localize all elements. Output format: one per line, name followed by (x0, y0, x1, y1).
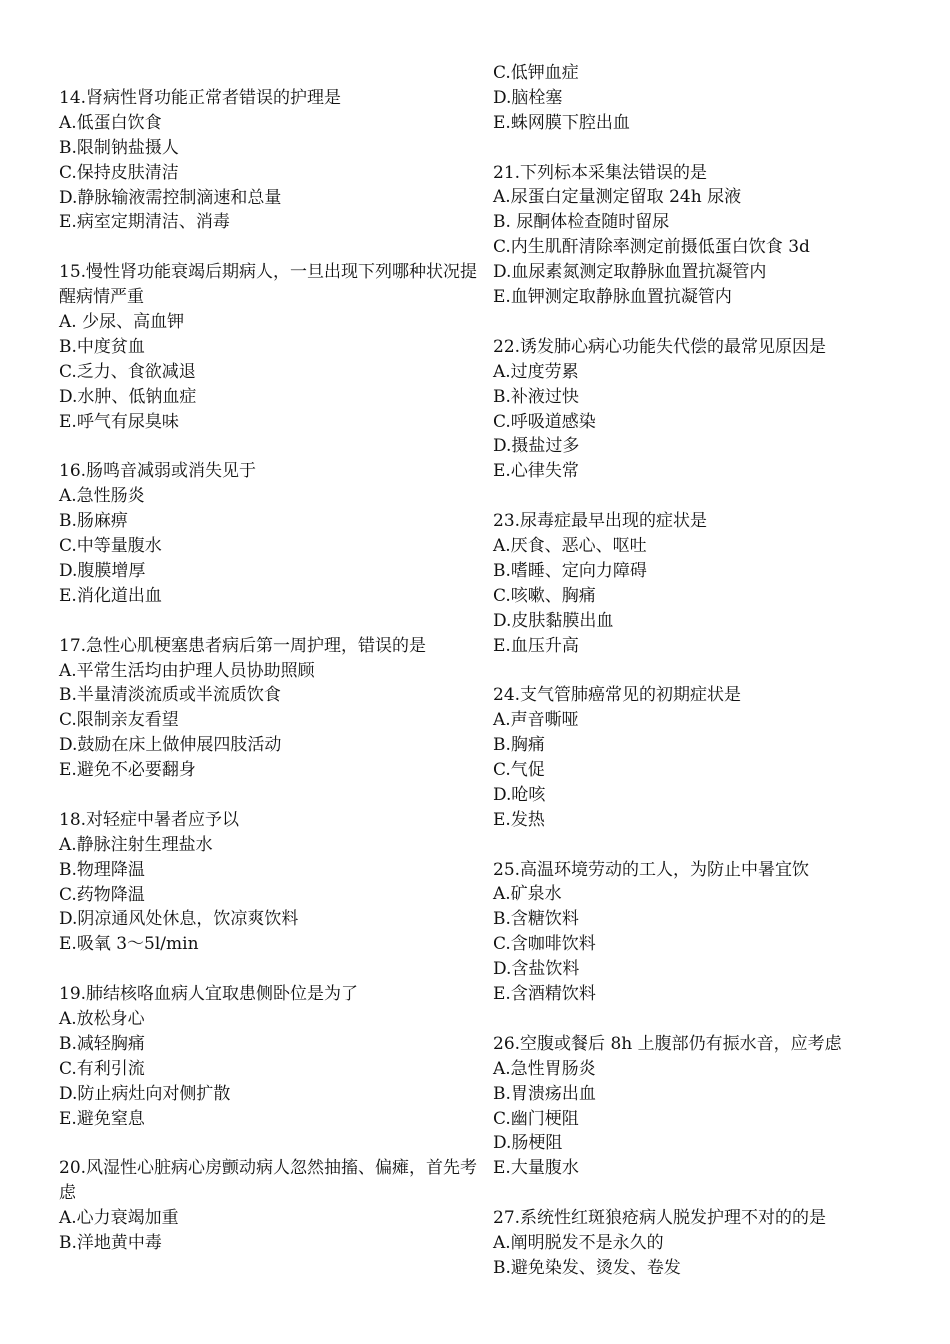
answer-option: C.幽门梗阻 (493, 1108, 579, 1129)
question-stem: 21.下列标本采集法错误的是 (493, 162, 708, 183)
answer-option: C.低钾血症 (493, 63, 579, 83)
answer-option: B.肠麻痹 (59, 511, 128, 532)
answer-option: C.限制亲友看望 (59, 710, 179, 731)
answer-option: D.血尿素氮测定取静脉血置抗凝管内 (493, 262, 767, 283)
question-stem: 22.诱发肺心病心功能失代偿的最常见原因是 (493, 336, 827, 357)
question-stem: 14.肾病性肾功能正常者错误的护理是 (59, 88, 342, 108)
question-stem: 27.系统性红斑狼疮病人脱发护理不对的的是 (493, 1208, 827, 1229)
spacer (59, 783, 479, 808)
spacer (493, 484, 913, 509)
answer-option: A.声音嘶哑 (493, 710, 579, 731)
answer-option: A.尿蛋白定量测定留取 24h 尿液 (493, 187, 742, 208)
spacer (493, 1007, 913, 1032)
answer-option: E.病室定期清洁、消毒 (59, 212, 230, 233)
answer-option: A.急性胃肠炎 (493, 1058, 596, 1079)
answer-option: E.含酒精饮料 (493, 984, 596, 1005)
answer-option: E.吸氧 3～5l/min (59, 934, 199, 955)
answer-option: E.避免窒息 (59, 1108, 145, 1129)
answer-option: E.血压升高 (493, 635, 579, 656)
answer-option: C.含咖啡饮料 (493, 934, 596, 955)
answer-option: D.阴凉通风处休息，饮凉爽饮料 (59, 909, 299, 930)
answer-option: D.腹膜增厚 (59, 560, 146, 581)
spacer (59, 1132, 479, 1157)
answer-option: A.厌食、恶心、呕吐 (493, 535, 647, 556)
answer-option: B.补液过快 (493, 386, 579, 407)
answer-option: B.胸痛 (493, 735, 545, 756)
spacer (493, 136, 913, 161)
answer-option: D.鼓励在床上做伸展四肢活动 (59, 735, 282, 756)
answer-option: C.有利引流 (59, 1058, 145, 1079)
answer-option: B.中度贫血 (59, 336, 145, 357)
answer-option: C.呼吸道感染 (493, 411, 596, 432)
question-stem: 20.风湿性心脏病心房颤动病人忽然抽搐、偏瘫，首先考虑 (59, 1158, 478, 1204)
answer-option: B.减轻胸痛 (59, 1033, 145, 1054)
answer-option: C.保持皮肤清洁 (59, 162, 179, 183)
answer-option: C.内生肌酐清除率测定前摄低蛋白饮食 3d (493, 237, 810, 258)
answer-option: A.低蛋白饮食 (59, 112, 162, 133)
answer-option: B.胃溃疡出血 (493, 1083, 596, 1104)
answer-option: B.避免染发、烫发、卷发 (493, 1257, 681, 1278)
answer-option: A.放松身心 (59, 1009, 145, 1030)
answer-option: C.咳嗽、胸痛 (493, 585, 596, 606)
question-stem: 26.空腹或餐后 8h 上腹部仍有振水音，应考虑 (493, 1033, 842, 1054)
answer-option: E.呼气有尿臭味 (59, 411, 179, 432)
answer-option: A.心力衰竭加重 (59, 1208, 179, 1229)
spacer (59, 957, 479, 982)
answer-option: B.含糖饮料 (493, 909, 579, 930)
answer-option: D.脑栓塞 (493, 87, 563, 108)
answer-option: D.水肿、低钠血症 (59, 386, 197, 407)
answer-option: B. 尿酮体检查随时留尿 (493, 212, 670, 233)
answer-option: D.摄盐过多 (493, 436, 580, 457)
answer-option: D.皮肤黏膜出血 (493, 610, 614, 631)
spacer (493, 658, 913, 683)
answer-option: B.限制钠盐摄人 (59, 137, 179, 158)
spacer (493, 833, 913, 858)
question-stem: 24.支气管肺癌常见的初期症状是 (493, 685, 742, 706)
answer-option: C.中等量腹水 (59, 536, 162, 557)
answer-option: C.药物降温 (59, 884, 145, 905)
answer-option: E.蛛网膜下腔出血 (493, 112, 630, 133)
answer-option: A.过度劳累 (493, 361, 579, 382)
answer-option: A.矿泉水 (493, 884, 562, 905)
answer-option: D.静脉输液需控制滴速和总量 (59, 187, 282, 208)
answer-option: E.消化道出血 (59, 585, 162, 606)
answer-option: E.避免不必要翻身 (59, 760, 196, 781)
answer-option: A. 少尿、高血钾 (59, 312, 185, 333)
answer-option: E.心律失常 (493, 461, 579, 482)
answer-option: B.洋地黄中毒 (59, 1233, 162, 1254)
spacer (59, 235, 479, 260)
question-stem: 18.对轻症中暑者应予以 (59, 809, 240, 830)
answer-option: D.肠梗阻 (493, 1133, 563, 1154)
spacer (493, 1181, 913, 1206)
left-column (59, 86, 479, 1256)
right-column (493, 61, 913, 1281)
answer-option: E.大量腹水 (493, 1158, 579, 1179)
answer-option: A.静脉注射生理盐水 (59, 834, 213, 855)
question-stem: 25.高温环境劳动的工人，为防止中暑宜饮 (493, 859, 810, 880)
answer-option: B.物理降温 (59, 859, 145, 880)
answer-option: B.嗜睡、定向力障碍 (493, 560, 647, 581)
answer-option: A.急性肠炎 (59, 486, 145, 507)
answer-option: D.防止病灶向对侧扩散 (59, 1083, 231, 1104)
question-stem: 19.肺结核咯血病人宜取患侧卧位是为了 (59, 984, 359, 1005)
answer-option: B.半量清淡流质或半流质饮食 (59, 685, 281, 706)
question-stem: 17.急性心肌梗塞患者病后第一周护理，错误的是 (59, 635, 427, 656)
answer-option: A.阐明脱发不是永久的 (493, 1232, 664, 1253)
answer-option: E.血钾测定取静脉血置抗凝管内 (493, 287, 732, 308)
answer-option: C.乏力、食欲减退 (59, 361, 196, 382)
spacer (59, 435, 479, 460)
answer-option: D.呛咳 (493, 784, 546, 805)
answer-option: D.含盐饮料 (493, 959, 580, 980)
question-stem: 15.慢性肾功能衰竭后期病人，一旦出现下列哪种状况提醒病情严重 (59, 262, 478, 308)
question-stem: 23.尿毒症最早出现的症状是 (493, 511, 708, 532)
answer-option: E.发热 (493, 809, 545, 830)
spacer (493, 310, 913, 335)
answer-option: C.气促 (493, 760, 545, 780)
spacer (59, 609, 479, 634)
question-stem: 16.肠鸣音减弱或消失见于 (59, 461, 257, 482)
answer-option: A.平常生活均由护理人员协助照顾 (59, 660, 315, 681)
